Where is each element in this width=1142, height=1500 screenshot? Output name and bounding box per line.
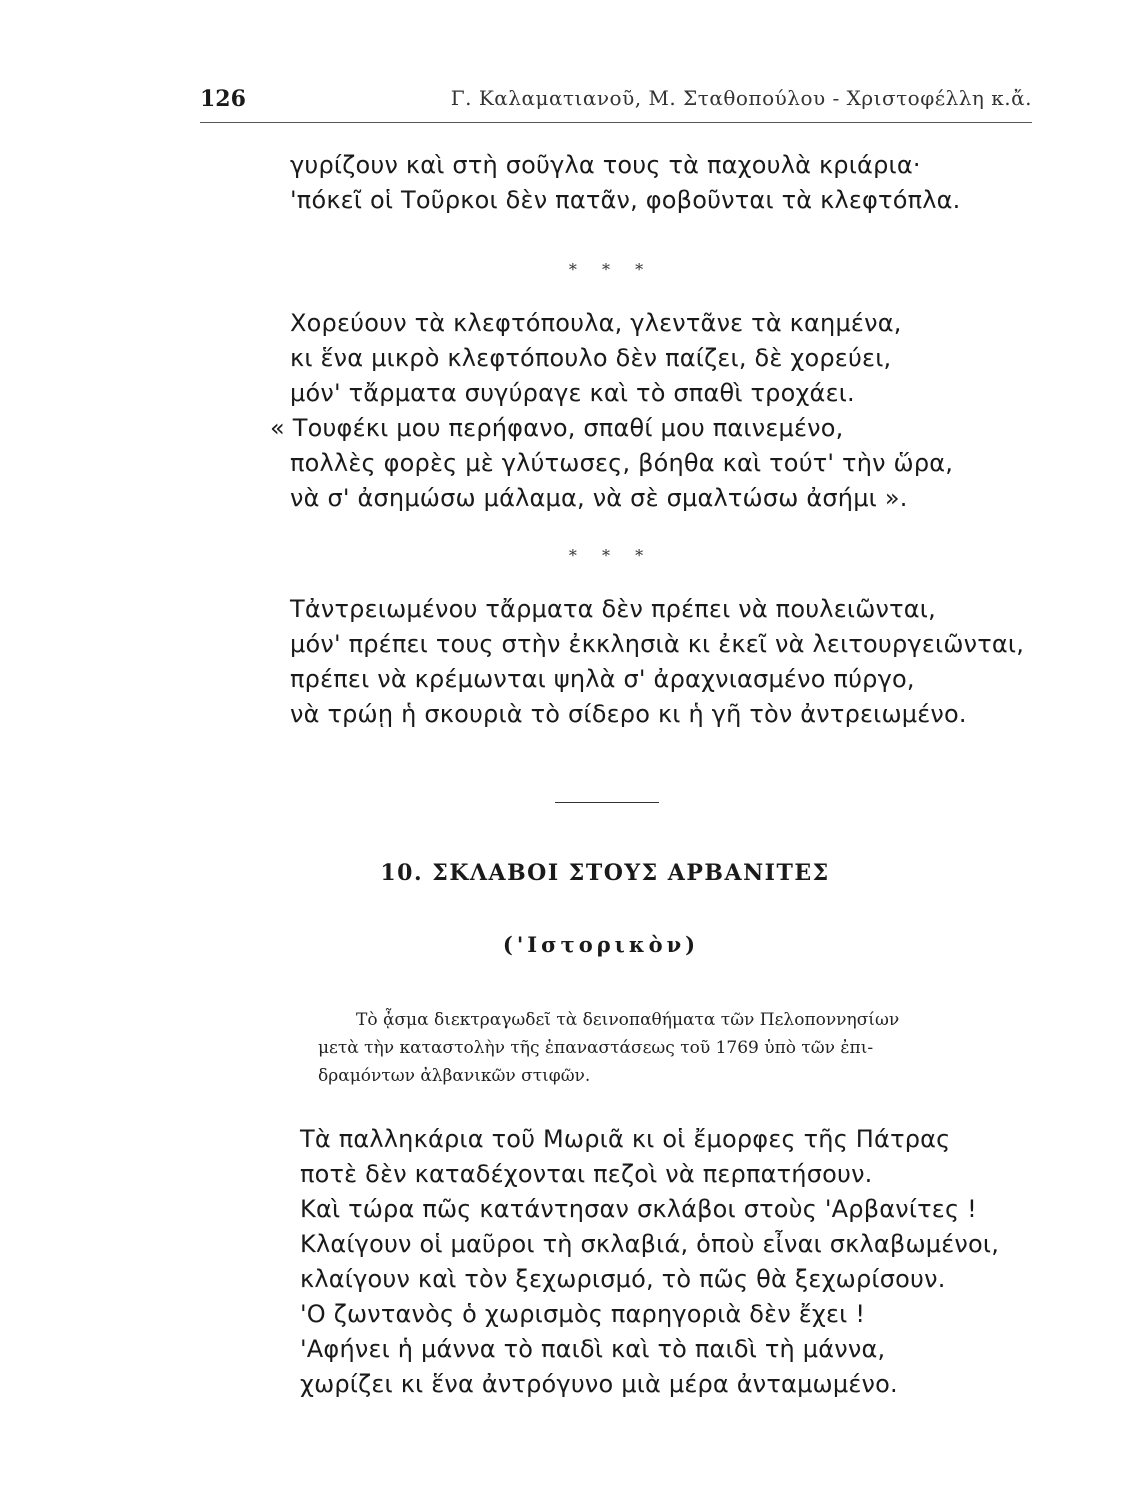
note-line: δραμόντων ἀλβανικῶν στιφῶν. (318, 1066, 591, 1086)
section-divider (555, 802, 659, 803)
verse-line: ποτὲ δὲν καταδέχονται πεζοὶ νὰ περπατήσουν. (300, 1160, 873, 1188)
running-head: Γ. Καλαματιανοῦ, Μ. Σταθοπούλου - Χριστοφέλλη κ.ἄ. (450, 86, 1032, 110)
verse-line: « Τουφέκι μου περήφανο, σπαθί μου παινεμένο, (270, 414, 844, 442)
verse-line: 'πόκεῖ οἱ Τοῦρκοι δὲν πατᾶν, φοβοῦνται τὰ κλεφτόπλα. (290, 186, 961, 214)
song-title: 10. ΣΚΛΑΒΟΙ ΣΤΟΥΣ ΑΡΒΑΝΙΤΕΣ (380, 860, 830, 886)
verse-line: 'Αφήνει ἡ μάννα τὸ παιδὶ καὶ τὸ παιδὶ τὴ μάννα, (300, 1335, 886, 1363)
verse-line: νὰ σ' ἀσημώσω μάλαμα, νὰ σὲ σμαλτώσω ἀσήμι ». (290, 484, 908, 512)
stanza-3 (290, 592, 1024, 732)
stanza-separator: * * * (568, 546, 654, 565)
stanza-2 (270, 306, 954, 516)
page-header (200, 86, 1032, 123)
note-line: μετὰ τὴν καταστολὴν τῆς ἐπαναστάσεως τοῦ 1769 ὑπὸ τῶν ἐπι- (318, 1038, 874, 1058)
stanza-separator: * * * (568, 260, 654, 279)
song-subtitle: ('Ιστορικὸν) (502, 932, 700, 957)
verse-line: μόν' πρέπει τους στὴν ἐκκλησιὰ κι ἐκεῖ νὰ λειτουργειῶνται, (290, 630, 1025, 658)
verse-line: Κλαίγουν οἱ μαῦροι τὴ σκλαβιά, ὁποὺ εἶναι σκλαβωμένοι, (300, 1230, 1000, 1258)
verse-line: πολλὲς φορὲς μὲ γλύτωσες, βόηθα καὶ τούτ' τὴν ὥρα, (290, 449, 954, 477)
verse-line: κι ἕνα μικρὸ κλεφτόπουλο δὲν παίζει, δὲ χορεύει, (290, 344, 892, 372)
verse-line: Τὰ παλληκάρια τοῦ Μωριᾶ κι οἱ ἔμορφες τῆς Πάτρας (300, 1125, 951, 1153)
verse-line: πρέπει νὰ κρέμωνται ψηλὰ σ' ἀραχνιασμένο πύργο, (290, 665, 915, 693)
verse-line: Καὶ τώρα πῶς κατάντησαν σκλάβοι στοὺς 'Αρβανίτες ! (300, 1195, 977, 1223)
verse-line: μόν' τἄρματα συγύραγε καὶ τὸ σπαθὶ τροχάει. (290, 379, 855, 407)
verse-line: γυρίζουν καὶ στὴ σοῦγλα τους τὰ παχουλὰ κριάρια· (290, 151, 921, 179)
verse-line: νὰ τρώῃ ἡ σκουριὰ τὸ σίδερο κι ἡ γῆ τὸν ἀντρειωμένο. (290, 700, 967, 728)
stanza-1 (290, 148, 960, 218)
song-verses (300, 1122, 999, 1402)
verse-line: χωρίζει κι ἕνα ἀντρόγυνο μιὰ μέρα ἀνταμωμένο. (300, 1370, 898, 1398)
verse-line: Τἀντρειωμένου τἄρματα δὲν πρέπει νὰ πουλειῶνται, (290, 595, 936, 623)
editorial-note (318, 1006, 1038, 1090)
verse-line: 'Ο ζωντανὸς ὁ χωρισμὸς παρηγοριὰ δὲν ἔχει ! (300, 1300, 866, 1328)
page-number: 126 (200, 86, 246, 112)
verse-line: Χορεύουν τὰ κλεφτόπουλα, γλεντᾶνε τὰ καημένα, (290, 309, 902, 337)
note-line: Τὸ ᾆσμα διεκτραγωδεῖ τὰ δεινοπαθήματα τῶν Πελοποννησίων (356, 1010, 900, 1030)
verse-line: κλαίγουν καὶ τὸν ξεχωρισμό, τὸ πῶς θὰ ξεχωρίσουν. (300, 1265, 946, 1293)
